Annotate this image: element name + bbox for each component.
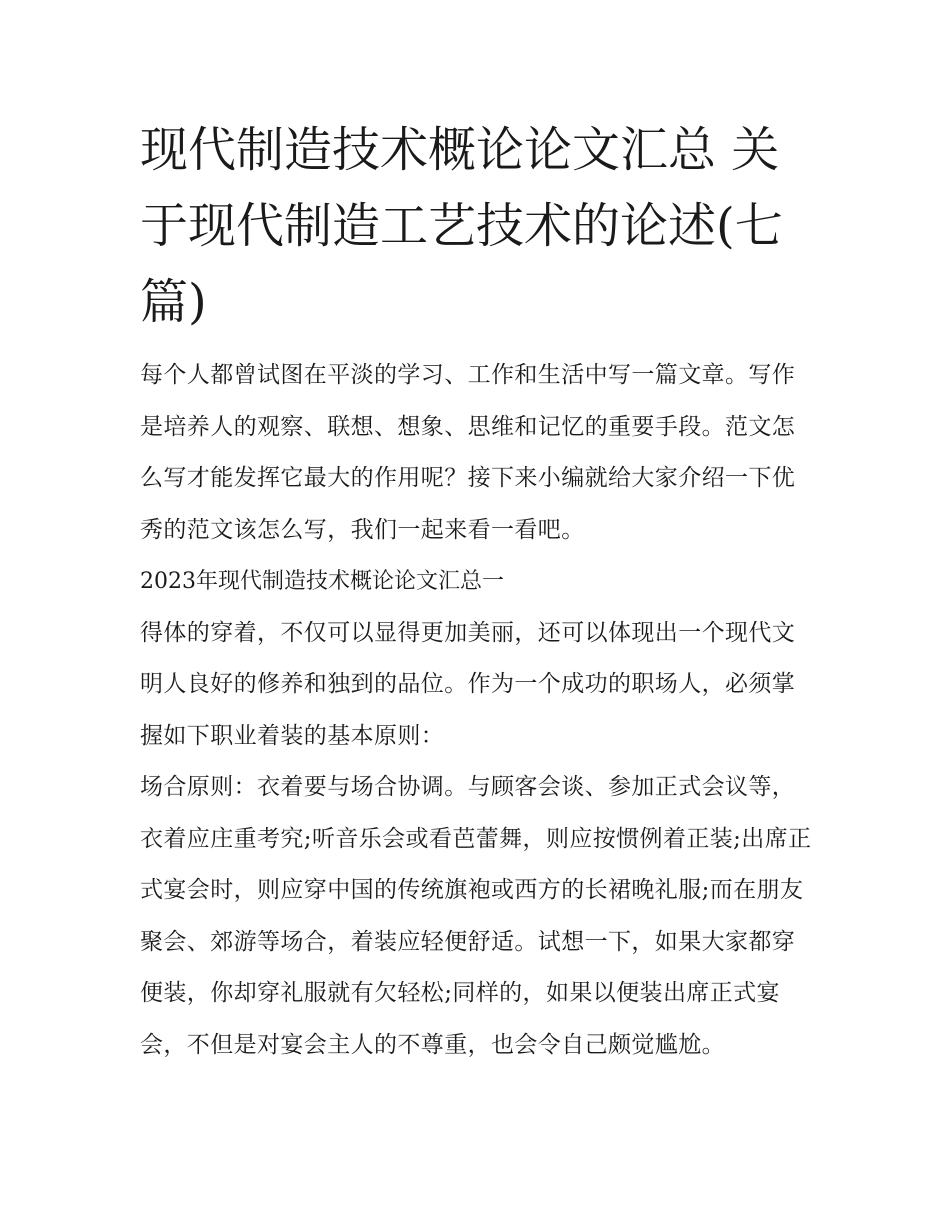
- section-heading: 2023年现代制造技术概论论文汇总一: [140, 569, 504, 594]
- document-title: 现代制造技术概论论文汇总 关于现代制造工艺技术的论述(七篇): [140, 122, 783, 330]
- body-paragraph-2: 场合原则：衣着要与场合协调。与顾客会谈、参加正式会议等，衣着应庄重考究;听音乐会或看芭蕾舞，则应按惯例着正装;出席正式宴会时，则应穿中国的传统旗袍或西方的长裙晚礼服;而在朋友聚会、郊游等场合，着装应轻便舒适。试想一下，如果大家都穿便装，你却穿礼服就有欠轻松;同样的，如果以便装出席正式宴会，不但是对宴会主人的不尊重，也会令自己颇觉尴尬。: [140, 774, 812, 1058]
- document-body: [140, 350, 812, 1071]
- body-paragraph-1: 得体的穿着，不仅可以显得更加美丽，还可以体现出一个现代文明人良好的修养和独到的品位。作为一个成功的职场人，必须掌握如下职业着装的基本原则：: [140, 619, 796, 749]
- intro-paragraph: 每个人都曾试图在平淡的学习、工作和生活中写一篇文章。写作是培养人的观察、联想、想象、思维和记忆的重要手段。范文怎么写才能发挥它最大的作用呢？接下来小编就给大家介绍一下优秀的范文该怎么写，我们一起来看一看吧。: [140, 362, 796, 543]
- document-page: [140, 112, 812, 1071]
